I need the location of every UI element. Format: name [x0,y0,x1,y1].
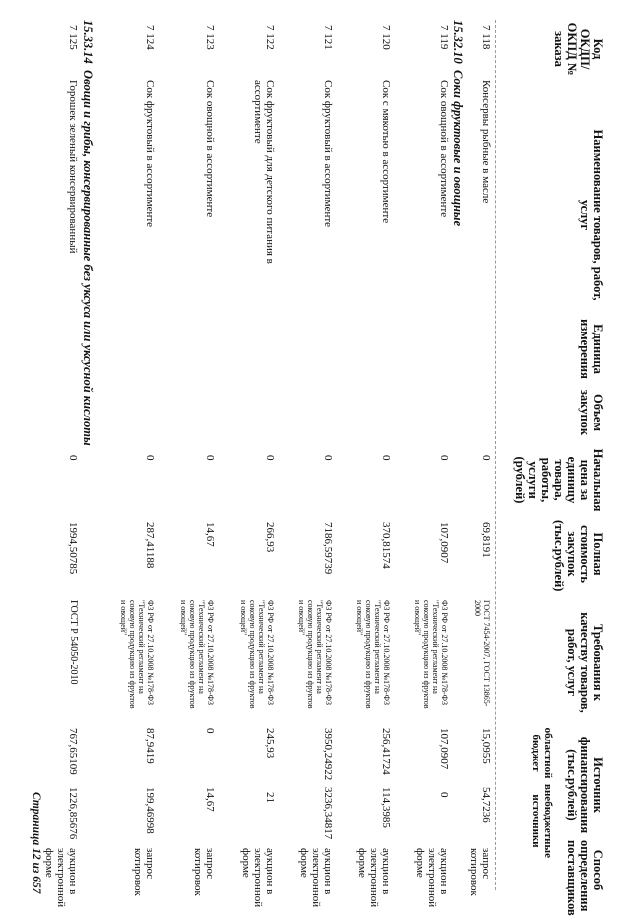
row-regional: 3950,24922 [322,728,334,781]
header-price: Начальная цена за единицу товара, работы, услуги (рублей) [513,448,605,512]
row-method: аукцион в электронной форме [298,848,334,908]
row-requirements: ФЗ РФ от 27.10.2008 №178-ФЗ "Технический регламент на соковую продукцию из фруктов и овощей" [413,600,449,709]
row-name: Сок с мякотью в ассортименте [380,80,392,224]
row-requirements: ФЗ РФ от 27.10.2008 №178-ФЗ "Технический регламент на соковую продукцию из фруктов и овощей" [119,600,155,709]
row-total: 266,93 [264,522,276,553]
header-financing-regional: областной бюджет [530,727,554,779]
row-method: аукцион в электронной форме [240,848,276,908]
row-method: запрос котировок [468,848,492,896]
row-requirements: ФЗ РФ от 27.10.2008 №178-ФЗ "Технический регламент на соковую продукцию из фруктов и овощей" [239,600,275,709]
row-extra: 1226,85676 [67,787,79,840]
row-method: запрос котировок [192,848,216,896]
row-name: Сок овощной в ассортименте [438,80,450,218]
row-price: 0 [204,455,216,461]
row-requirements: ФЗ РФ от 27.10.2008 №178-ФЗ "Технический регламент на соковую продукцию из фруктов и овощей" [179,600,215,709]
row-code: 7 124 [144,25,156,50]
row-extra: 54,7236 [480,787,492,823]
page-number: Страница 12 из 657 [30,792,42,894]
row-regional: 87,9419 [144,728,156,764]
header-method: Способ определения поставщиков [565,840,605,916]
row-extra: 3236,34817 [322,787,334,840]
row-requirements: ГОСТ Р 54050-2010 [68,600,79,685]
row-price: 0 [438,455,450,461]
row-method: запрос котировок [132,848,156,896]
row-code: 7 125 [67,25,79,50]
header-financing-extra: внебюджетные источники [530,784,554,858]
header-name: Наименование товаров, работ, услуг [578,129,605,301]
row-price: 0 [380,455,392,461]
header-code: Код ОКДП/ ОКПД № заказа [552,22,605,76]
row-regional: 15,0955 [480,728,492,764]
row-total: 1994,50785 [67,522,79,575]
row-method: аукцион в электронной форме [414,848,450,908]
row-regional: 767,65109 [67,728,79,775]
row-total: 287,41188 [144,522,156,569]
row-extra: 0 [438,792,450,798]
row-code: 7 122 [264,25,276,50]
header-unit: Единица измерения [578,319,605,379]
row-regional: 0 [204,728,216,734]
header-requirements: Требования к качеству товаров, работ, услуг [565,612,605,713]
row-extra: 199,46998 [144,787,156,834]
row-total: 14,67 [204,522,216,547]
header-separator [495,20,496,890]
row-name: Сок фруктовый в ассортименте [322,80,334,228]
row-code: 7 121 [322,25,334,50]
row-name: Сок овощной в ассортименте [204,80,216,218]
row-total: 7186,59739 [322,522,334,575]
row-regional: 256,41724 [380,728,392,775]
row-requirements: ФЗ РФ от 27.10.2008 №178-ФЗ "Технический регламент на соковую продукцию из фруктов и овощей" [355,600,391,709]
row-method: аукцион в электронной форме [356,848,392,908]
header-financing: Источник финансирования (тыс.рублей) [565,736,605,834]
row-price: 0 [322,455,334,461]
row-extra: 114,3985 [380,787,392,828]
row-name: Сок фруктовый для детского питания в ассортименте [252,80,276,264]
row-method: аукцион в электронной форме [43,848,79,908]
row-code: 7 120 [380,25,392,50]
row-name: Консервы рыбные в масле [480,80,492,204]
row-code: 7 119 [438,25,450,50]
row-price: 0 [144,455,156,461]
header-volume: Объем закупок [578,389,605,436]
row-total: 370,81574 [380,522,392,569]
section-code: 15.32.10 Соки фруктовые и овощные [451,20,465,227]
row-extra: 14,67 [204,787,216,812]
row-name: Горошек зеленый консервированный [67,80,79,254]
row-price: 0 [480,455,492,461]
row-regional: 107,0907 [438,728,450,770]
header-total: Полная стоимость закупок (тыс.рублей) [552,520,605,592]
row-regional: 245,93 [264,728,276,759]
row-price: 0 [264,455,276,461]
row-total: 107,0907 [438,522,450,564]
row-total: 69,8191 [480,522,492,558]
row-requirements: ГОСТ 7454-2007, ГОСТ 13865-2000 [473,600,491,707]
row-extra: 21 [264,792,276,803]
row-price: 0 [67,455,79,461]
row-requirements: ФЗ РФ от 27.10.2008 №178-ФЗ "Технический регламент на соковую продукцию из фруктов и овощей" [297,600,333,709]
row-code: 7 118 [480,25,492,50]
row-name: Сок фруктовый в ассортименте [144,80,156,228]
row-code: 7 123 [204,25,216,50]
section-code: 15.33.14 Овощи и грибы, консервированные без уксуса или уксусной кислоты [81,20,95,446]
